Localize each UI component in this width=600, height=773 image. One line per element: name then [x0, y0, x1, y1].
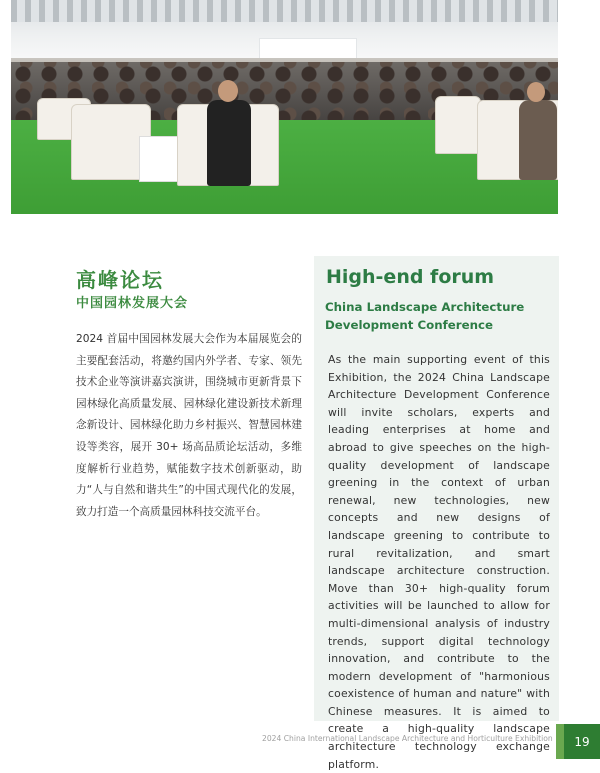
- roof-truss: [11, 0, 558, 22]
- chinese-subtitle: 中国园林发展大会: [76, 296, 189, 311]
- english-title: High-end forum: [326, 266, 495, 288]
- chinese-title: 高峰论坛: [76, 268, 164, 292]
- english-body-text: As the main supporting event of this Exhibition, the 2024 China Landscape Architecture Development Conference will invite scholars, experts and leading enterprises at home and abroad to give speeches on the high-quality development of landscape greening in the context of urban renewal, new technologies, new concepts and new designs of landscape greening to contribute to rural revitalization, and smart landscape architecture construction. Move than 30+ high-quality forum activities will be launched to allow for multi-dimensional analysis of industry trends, support digital technology innovation, and contribute to the modern development of "harmonious coexistence of human and nature" with Chinese measures. It is aimed to create a high-quality landscape architecture technology exchange platform.: [328, 353, 550, 771]
- page-number: 19: [574, 734, 590, 749]
- speaker-head: [218, 80, 238, 102]
- footer-accent-bar: [556, 724, 564, 759]
- footer-exhibition-name: 2024 China International Landscape Architecture and Horticulture Exhibition: [262, 734, 553, 743]
- english-subtitle: China Landscape Architecture Development Conference: [325, 300, 525, 332]
- guest-head: [527, 82, 545, 102]
- seated-speaker: [207, 100, 251, 186]
- seated-guest: [519, 100, 557, 180]
- conference-photo: [11, 0, 558, 214]
- page-number-badge: [564, 724, 600, 759]
- sofa-chair: [435, 96, 481, 154]
- chinese-body-text: 2024 首届中国园林发展大会作为本届展览会的主要配套活动，将邀约国内外学者、专家、领先技术企业等演讲嘉宾演讲，围绕城市更新背景下园林绿化高质量发展、园林绿化建设新技术新理念新设计、园林绿化助力乡村振兴、智慧园林建设等类容，展开 30+ 场高品质论坛活动，多维度解析行业趋势，赋能数字技术创新驱动，助力“人与自然和谐共生”的中国式现代化的发展，致力打造一个高质量园林科技交流平台。: [76, 333, 302, 518]
